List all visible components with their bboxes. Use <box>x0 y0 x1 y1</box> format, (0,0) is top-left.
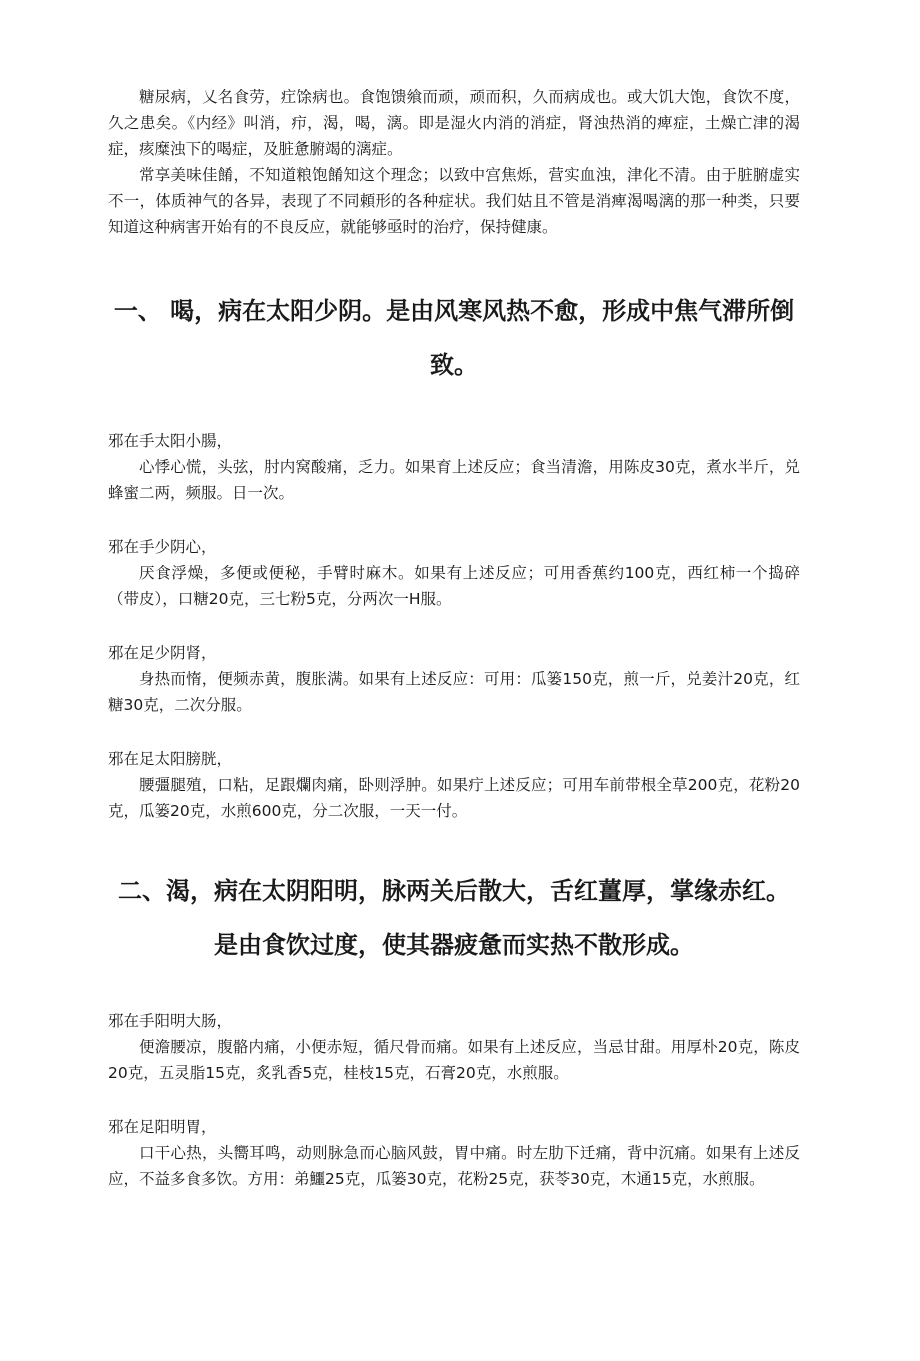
entry-text: 便澹腰凉，腹骼内痛，小便赤短，循尺骨而痛。如果有上述反应，当忌甘甜。用厚朴20克，陈皮20克，五灵脂15克，炙乳香5克，桂枝15克，石膏20克，水煎服。 <box>108 1038 800 1082</box>
section-body-1 <box>108 428 800 824</box>
entry-heading: 邪在足阳明胃， <box>108 1118 217 1136</box>
entry <box>108 534 800 612</box>
section-body-2 <box>108 1008 800 1192</box>
entry-text: 心悸心慌，头弦，肘内窝酸痛，乏力。如果育上述反应；食当清澹，用陈皮30克，煮水半斤，兑蜂蜜二两，频服。日一次。 <box>108 458 800 502</box>
entry-heading: 邪在手太阳小腸， <box>108 432 233 450</box>
intro <box>108 84 800 240</box>
entry-heading: 邪在足少阴肾， <box>108 644 217 662</box>
entry <box>108 1008 800 1086</box>
entry-text: 厌食浮燥，多便或便秘，手臂时麻木。如果有上述反应；可用香蕉约100克，西红柿一个捣碎（带皮），口糖20克，三七粉5克，分两次一H服。 <box>108 564 800 608</box>
entry-text: 口干心热，头嚮耳鸣，动则脉急而心脑风鼓，胃中痛。时左肋下迁痛，背中沉痛。如果有上述反应，不益多食多饮。方用：弟鱷25克，瓜篓30克，花粉25克，获苓30克，木通15克，水煎服。 <box>108 1144 800 1188</box>
entry-heading: 邪在足太阳膀胱， <box>108 750 233 768</box>
entry <box>108 640 800 718</box>
entry <box>108 1114 800 1192</box>
document-page <box>108 84 800 1220</box>
section-heading-1: 一、 喝，病在太阳少阴。是由风寒风热不愈，形成中焦气滞所倒致。 <box>113 297 795 379</box>
entry-text: 腰彊腿殖，口粘，足跟爛肉痛，卧则浮肿。如果疔上述反应；可用车前带根全草200克，花粉20克，瓜篓20克，水煎600克，分二次服，一天一付。 <box>108 776 800 820</box>
entry-text: 身热而惰，便频赤黄，腹胀满。如果有上述反应：可用：瓜篓150克，煎一斤，兑姜汁20克，红糖30克，二次分服。 <box>108 670 800 714</box>
entry-heading: 邪在手少阴心， <box>108 538 217 556</box>
intro-paragraph: 常享美味佳餚，不知道粮饱餚知这个理念；以致中宫焦烁，营实血浊，津化不清。由于脏腑虚实不一，体质神气的各异，表现了不同頼形的各种症状。我们姑且不管是消痺渴喝漓的那一种类，只要知道这种病害开始有的不良反应，就能够亟时的治疗，保持健康。 <box>108 166 800 236</box>
entry <box>108 746 800 824</box>
entry <box>108 428 800 506</box>
intro-paragraph: 糖尿病，乂名食劳，疘馀病也。食饱馈飨而顽，顽而积，久而病成也。或大饥大饱，食饮不度，久之患矣。《内经》叫消，疖，渴，喝，漓。即是湿火内消的消症，肾浊热消的痺症，土燥亡津的渴症，痎糜浊下的喝症，及脏惫腑竭的漓症。 <box>108 88 800 158</box>
section-heading-2: 二、渴，病在太阴阳明，脉两关后散大，舌红薑厚，掌缘赤红。是由食饮过度，使其器疲惫而实热不散形成。 <box>118 877 790 959</box>
entry-heading: 邪在手阳明大肠， <box>108 1012 233 1030</box>
